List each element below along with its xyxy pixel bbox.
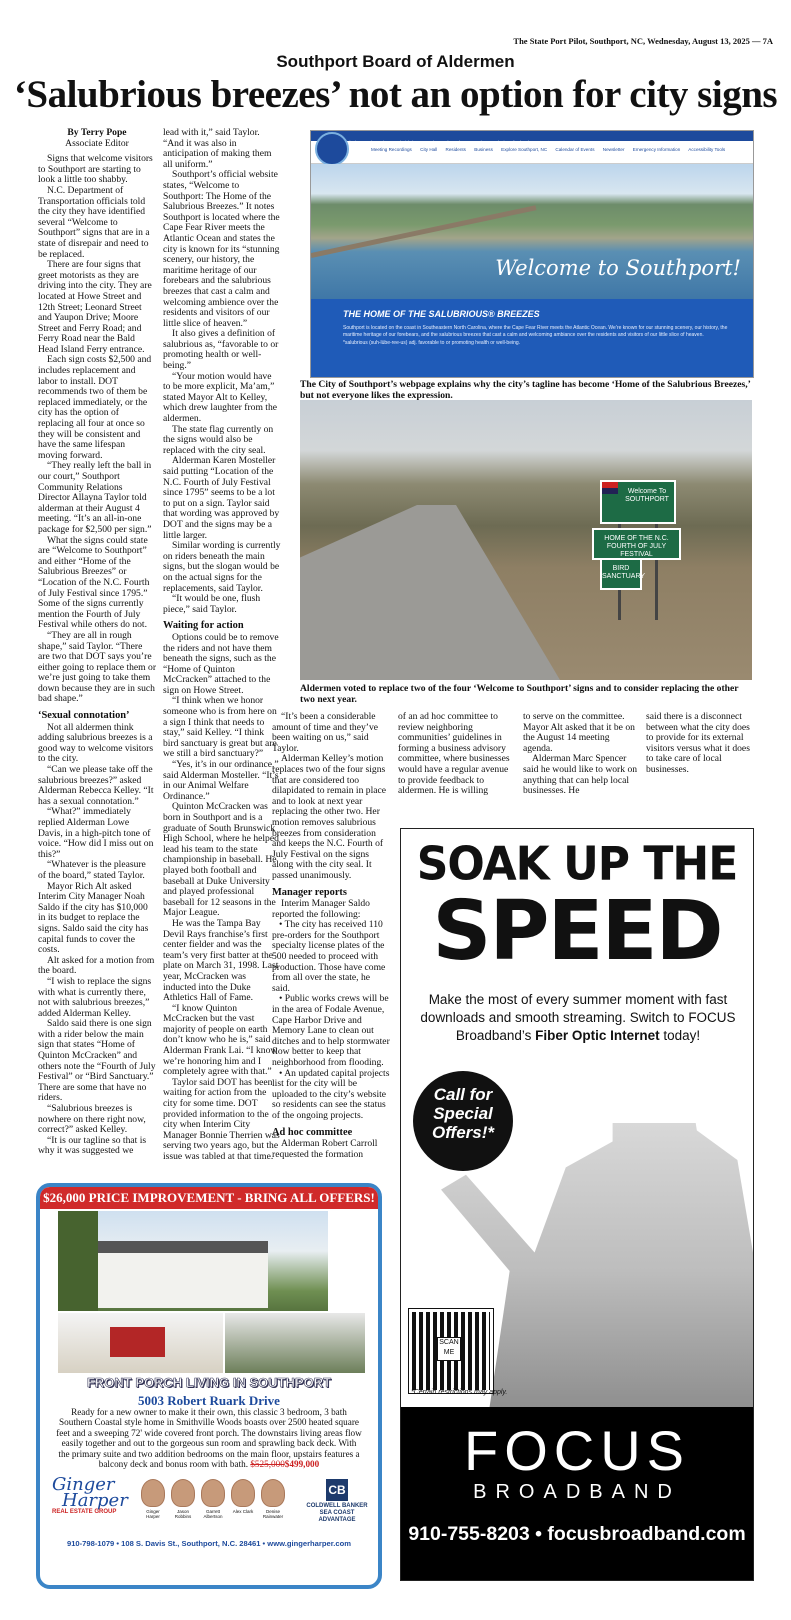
agent-headshot xyxy=(170,1479,196,1519)
broadband-wordmark: BROADBAND xyxy=(473,1481,681,1503)
report-item: • An updated capital projects list for the city will be uploaded to the city’s website so residents can see the status of the ongoing projects. xyxy=(272,1067,390,1121)
byline: By Terry Pope xyxy=(67,127,127,138)
photo-caption-2: Aldermen voted to replace two of the four ‘Welcome to Southport’ signs and to consider replacing the other two next year. xyxy=(300,683,739,705)
call-line-2: Special xyxy=(433,1104,493,1123)
paragraph: Similar wording is currently on riders beneath the main signs, but the slogan would be on the actual signs for the replacements, said Taylor. xyxy=(163,540,281,594)
website-navbar xyxy=(311,141,753,164)
new-price: $499,000 xyxy=(284,1459,320,1470)
agent-name: Ginger Harper xyxy=(146,1509,160,1519)
agent-headshot xyxy=(200,1479,226,1519)
agent-name: Jason Robbins xyxy=(174,1509,192,1519)
ad-headline-2: SPEED xyxy=(432,884,722,979)
subheading: Waiting for action xyxy=(163,620,244,632)
cb-icon: CB xyxy=(326,1479,348,1501)
paragraph: Quinton McCracken was born in Southport and is a graduate of South Brunswick High School, where he helped lead his team to the state championship in baseball. He played both football and baseball at Duke University and played professional baseball for 12 seasons in the Major League. xyxy=(163,801,279,919)
city-seal-icon xyxy=(315,132,349,166)
article-column-4 xyxy=(398,712,516,797)
real-estate-ad xyxy=(36,1183,382,1589)
paragraph: “They are all in rough shape,” said Taylor. “There are two that DOT says you’re either going to replace them or we’re just going to take them down because they are in such bad shape.” xyxy=(38,629,157,705)
description-text: Ready for a new owner to make it their own, this classic 3 bedroom, 3 bath Southern Coastal style home in Smithville Woods boasts over 2500 heated square feet and a sweeping 72' wide covered front porch. The downstairs living areas flow easily together and out to the gorgeous sun room and sprawling back deck. With the primary suite and two addition bedrooms on the main floor, upstairs features a balcony deck and bonus room with bath. xyxy=(56,1407,362,1470)
article-column-3 xyxy=(272,712,390,1160)
paragraph: He was the Tampa Bay Devil Rays franchise’s first center fielder and was the team’s very first batter at the plate on March 31, 1998. Last year, McCracken was inducted into the Duke Athletics Hall of Fame. xyxy=(163,917,279,1004)
bird-sanctuary-text: BIRD SANCTUARY xyxy=(602,565,646,580)
logo-text-2: Harper xyxy=(62,1490,128,1511)
focus-brand-panel xyxy=(401,1407,753,1580)
subheading: Manager reports xyxy=(272,886,347,898)
old-price: $525,000 xyxy=(250,1459,285,1470)
paragraph: “I think when we honor someone who is from here on a sign I think that needs to stay,” said Kelley. “I think bird sanctuary is great but are we still a bird sanctuary?” xyxy=(163,695,277,760)
welcome-sign-photo xyxy=(300,400,752,680)
property-description xyxy=(56,1407,362,1469)
property-address: 5003 Robert Ruark Drive xyxy=(138,1393,280,1408)
paragraph: “I know Quinton McCracken but the vast majority of people on earth don’t know who he is,” said Alderman Frank Lai. “I know we’re honoring him and I completely agree with that.” xyxy=(163,1002,278,1078)
page-headline: ‘Salubrious breezes’ not an option for city signs xyxy=(13,73,778,116)
contact-line: 910-755-8203 • focusbroadband.com xyxy=(408,1523,746,1545)
report-list xyxy=(272,920,390,1121)
cb-sub: SEA COAST ADVANTAGE xyxy=(318,1510,356,1523)
article-column-6 xyxy=(646,712,758,776)
report-item: • The city has received 110 pre-orders for the Southport specialty license plates of the 500 needed to proceed with production. Those have come from all over the state, he said. xyxy=(272,919,386,994)
festival-rider-sign xyxy=(592,528,681,560)
road-asphalt xyxy=(300,505,560,680)
ad-body-text: Make the most of every summer moment with fast downloads and smooth streaming. Switch to FOCUS Broadband’s xyxy=(420,992,736,1043)
website-topbar xyxy=(311,131,753,141)
price-banner: $26,000 PRICE IMPROVEMENT - BRING ALL OFFERS! xyxy=(40,1187,378,1209)
paragraph: “It would be one, flush piece,” said Taylor. xyxy=(163,593,261,615)
paragraph: Mayor Rich Alt asked Interim City Manager Noah Saldo if the city has $10,000 in its budget to replace the signs. Saldo said the city has capital funds to cover the costs. xyxy=(38,880,149,956)
paragraph: Interim Manager Saldo reported the following: xyxy=(272,898,370,920)
ad-footer: 910-798-1079 • 108 S. Davis St., Southport, N.C. 28461 • www.gingerharper.com xyxy=(66,1539,351,1548)
paragraph: “Can we please take off the salubrious breezes?” asked Alderman Rebecca Kelley. “It has a sexual connotation.” xyxy=(38,764,154,807)
paragraph: “Your motion would have to be more explicit, Ma’am,” stated Mayor Alt to Kelley, which drew laughter from the aldermen. xyxy=(163,370,278,425)
nav-item: Explore Southport, NC xyxy=(501,147,548,152)
agent-headshots xyxy=(140,1479,300,1534)
article-column-1 xyxy=(38,128,156,1157)
agent-name: Alex Clark xyxy=(232,1509,254,1514)
paragraph: What the signs could state are “Welcome to Southport” and either “Home of the Salubrious Breezes” or “Location of the N.C. Fourth of July Festival since 1795.” Some of the signs currently mention the Fourth of July Festival while others do not. xyxy=(38,534,150,631)
paragraph: Alt asked for a motion from the board. xyxy=(38,954,155,977)
website-heading: THE HOME OF THE SALUBRIOUS® BREEZES xyxy=(343,309,540,319)
paragraph: Alderman Karen Mosteller said putting “Location of the N.C. Fourth of July Festival since 1795” seems to be a lot to put on a sign. Taylor said that wording was approved by DOT and the signs may be a little larger. xyxy=(163,455,280,541)
nav-item: Accessibility Tools xyxy=(688,147,726,152)
paragraph: Saldo said there is one sign with a rider below the main sign that states “Home of Quinton McCracken” and others note the “Fourth of July Festival” or “Bird Sanctuary.” There are some that have no riders. xyxy=(38,1018,156,1104)
paragraph: It also gives a definition of salubrious as, “favorable to or promoting health or well-being.” xyxy=(163,328,279,372)
agent-headshot xyxy=(260,1479,286,1519)
section-kicker: Southport Board of Aldermen xyxy=(276,52,515,71)
nav-item: Emergency Information xyxy=(632,147,681,152)
website-body-text: Southport is located on the coast in Southeastern North Carolina, where the Cape Fear River meets the Atlantic Ocean. We’re known for our stunning scenery, our history, the maritime heritage of our forebears, and the salubrious breezes that cast a calm and welcoming ambiance over the residents and visitors of our little slice of heaven. xyxy=(343,325,728,339)
house-photo xyxy=(58,1211,328,1311)
restrictions-note: *Certain restrictions may apply. xyxy=(411,1389,508,1396)
paragraph: The state flag currently on the signs would also be replaced with the city seal. xyxy=(163,423,274,456)
interior-accent xyxy=(110,1327,165,1357)
page-folio: The State Port Pilot, Southport, NC, Wednesday, August 13, 2025 — 7A xyxy=(513,36,773,46)
paragraph: to serve on the committee. Mayor Alt asked that it be on the August 14 meeting agenda. xyxy=(523,711,635,754)
coldwell-banker-logo xyxy=(302,1479,372,1524)
tree-shape xyxy=(58,1211,98,1311)
paragraph: “I wish to replace the signs with what is currently there, not with salubrious breezes,” added Alderman Kelley. xyxy=(38,975,152,1019)
agent-headshot xyxy=(140,1479,166,1519)
city-website-image xyxy=(310,130,754,378)
byline-title: Associate Editor xyxy=(65,137,129,149)
paragraph: “They really left the ball in our court,” Southport Community Relations Director Allayna Taylor told alderman at their August 4 meeting. “It’s an all-in-one package for $2,500 per sign.” xyxy=(38,460,152,535)
website-nav-items xyxy=(371,147,732,152)
paragraph: “What?” immediately replied Alderman Lowe Davis, in a high-pitch tone of voice. “How did I miss out on this?” xyxy=(38,806,154,860)
website-definition: *salubrious (suh-lübe-ree-us) adj. favorable to or promoting health or well-being. xyxy=(343,339,521,346)
nav-item: City Hall xyxy=(420,147,438,152)
agent-headshot xyxy=(230,1479,256,1514)
paragraph: Southport’s official website states, “Welcome to Southport: The Home of the Salubrious Breezes.” It notes Southport is located where the Cape Fear River meets the Atlantic Ocean and states the city is known for its “stunning scenery, our history, the maritime heritage of our forebears and the salubrious breezes that cast a calm and welcoming ambience over the residents and visitors of our little slice of heaven.” xyxy=(163,169,280,329)
nav-item: Business xyxy=(474,147,493,152)
paragraph: Not all aldermen think adding salubrious breezes is a good way to welcome visitors to the city. xyxy=(38,721,154,765)
article-column-2 xyxy=(163,128,281,1163)
logo-text-3: REAL ESTATE GROUP xyxy=(52,1509,117,1515)
ad-headline-1: SOAK UP THE xyxy=(416,837,738,892)
scan-me-label: SCAN ME xyxy=(437,1337,461,1361)
house-shape xyxy=(98,1241,268,1308)
subheading: Ad hoc committee xyxy=(272,1126,353,1138)
paragraph: N.C. Department of Transportation officials told the city they have identified several “Welcome to Southport” signs that are in a state of disrepair and need to be replaced. xyxy=(38,184,150,260)
ad-body-end: today! xyxy=(659,1028,701,1043)
nav-item: Calendar of Events xyxy=(555,147,595,152)
porch-photo xyxy=(225,1313,365,1373)
photo-caption-1: The City of Southport’s webpage explains why the city’s tagline has become ‘Home of the Salubrious Breezes,’ but not everyone likes the expression. xyxy=(300,379,751,401)
website-body xyxy=(343,325,738,347)
paragraph: “Yes, it’s in our ordinance,” said Alderman Mosteller. “It’s in our Animal Welfare Ordinance.” xyxy=(163,759,279,802)
paragraph: “Salubrious breezes is nowhere on there right now, correct?” asked Kelley. xyxy=(38,1103,146,1136)
nav-item: Meeting Recordings xyxy=(371,147,412,152)
paragraph: “It’s been a considerable amount of time and they’ve been waiting on us,” said Taylor. xyxy=(272,711,379,754)
paragraph: Alderman Robert Carroll requested the formation xyxy=(272,1138,378,1160)
paragraph: Alderman Kelley’s motion replaces two of the four signs that are considered too dilapidated to remain in place and to look at next year replacing the other two. Her motion removes salubrious breezes from consideration and keeps the N.C. Fourth of July Festival on the signs along with the city seal. It passed unanimously. xyxy=(272,753,387,881)
ad-body-bold: Fiber Optic Internet xyxy=(535,1028,660,1043)
welcome-sign-text: Welcome To SOUTHPORT xyxy=(625,488,669,503)
paragraph: “Whatever is the pleasure of the board,” stated Taylor. xyxy=(38,859,146,881)
paragraph: said there is a disconnect between what the city does to provide for its external visitors versus what it does to take care of local businesses. xyxy=(646,711,750,775)
call-line-3: Offers!* xyxy=(431,1123,495,1142)
website-intro-panel xyxy=(311,299,753,377)
focus-broadband-ad xyxy=(400,828,754,1581)
ad-tagline: FRONT PORCH LIVING IN SOUTHPORT xyxy=(86,1375,332,1390)
subheading: ‘Sexual connotation’ xyxy=(38,710,130,722)
paragraph: Signs that welcome visitors to Southport are starting to look a little too shabby. xyxy=(38,153,153,186)
ad-body xyxy=(415,991,741,1045)
article-column-5 xyxy=(523,712,638,797)
nav-item: Residents xyxy=(445,147,466,152)
paragraph: of an ad hoc committee to review neighboring communities’ guidelines in forming a business advisory committee, where businesses would have a regular avenue to provide feedback to aldermen. He is willing xyxy=(398,711,510,797)
call-line-1: Call for xyxy=(433,1085,493,1104)
cb-name: COLDWELL BANKER xyxy=(306,1503,368,1509)
paragraph: Alderman Marc Spencer said he would like to work on anything that can help local businesses. He xyxy=(523,753,638,797)
nav-item: Newsletter xyxy=(602,147,625,152)
paragraph: Taylor said DOT has been waiting for action from the city for some time. DOT provided information to the city when Interim City Manager Bonnie Therrien was serving two years ago, but the issue was tabled at that time. xyxy=(163,1076,280,1162)
paragraph: lead with it,” said Taylor. “And it was also in anticipation of making them all uniform.” xyxy=(163,127,272,170)
nc-flag-icon xyxy=(602,482,618,494)
paragraph: There are four signs that greet motorists as they are driving into the city. They are located at Howe Street and 12th Street; Leonard Street and Yaupon Drive; Moore Street and Ferry Road; and Ferry Road near the Bald Head Island Ferry entrance. xyxy=(38,259,152,355)
focus-logo: FOCUS xyxy=(464,1419,690,1482)
bird-sanctuary-sign xyxy=(600,558,646,590)
call-for-offers-badge xyxy=(413,1071,513,1171)
paragraph: “It is our tagline so that is why it was suggested we xyxy=(38,1134,147,1157)
agent-name: Denise Rainwater xyxy=(262,1509,284,1519)
logo-text-1: Ginger xyxy=(52,1474,115,1495)
paragraph: Options could be to remove the riders and not have them beneath the signs, such as the “Home of Quinton McCracken” attached to the sign on Howe Street. xyxy=(163,631,279,696)
festival-rider-text: HOME OF THE N.C. FOURTH OF JULY FESTIVAL xyxy=(604,535,669,558)
paragraph: Each sign costs $2,500 and includes replacement and labor to install. DOT recommends two of them be replaced immediately, or the city has the option of replacing all four at once so they will be consistent and have the same lifespan moving forward. xyxy=(38,354,152,461)
welcome-script: Welcome to Southport! xyxy=(495,256,741,280)
ginger-harper-logo xyxy=(52,1474,132,1532)
agent-name: Garrett Albertson xyxy=(203,1509,223,1519)
report-item: • Public works crews will be in the area of Fodale Avenue, Cape Harbor Drive and Memory Lane to clean out ditches and to help stormwater flow better to keep that neighborhood from flooding. xyxy=(272,993,390,1068)
